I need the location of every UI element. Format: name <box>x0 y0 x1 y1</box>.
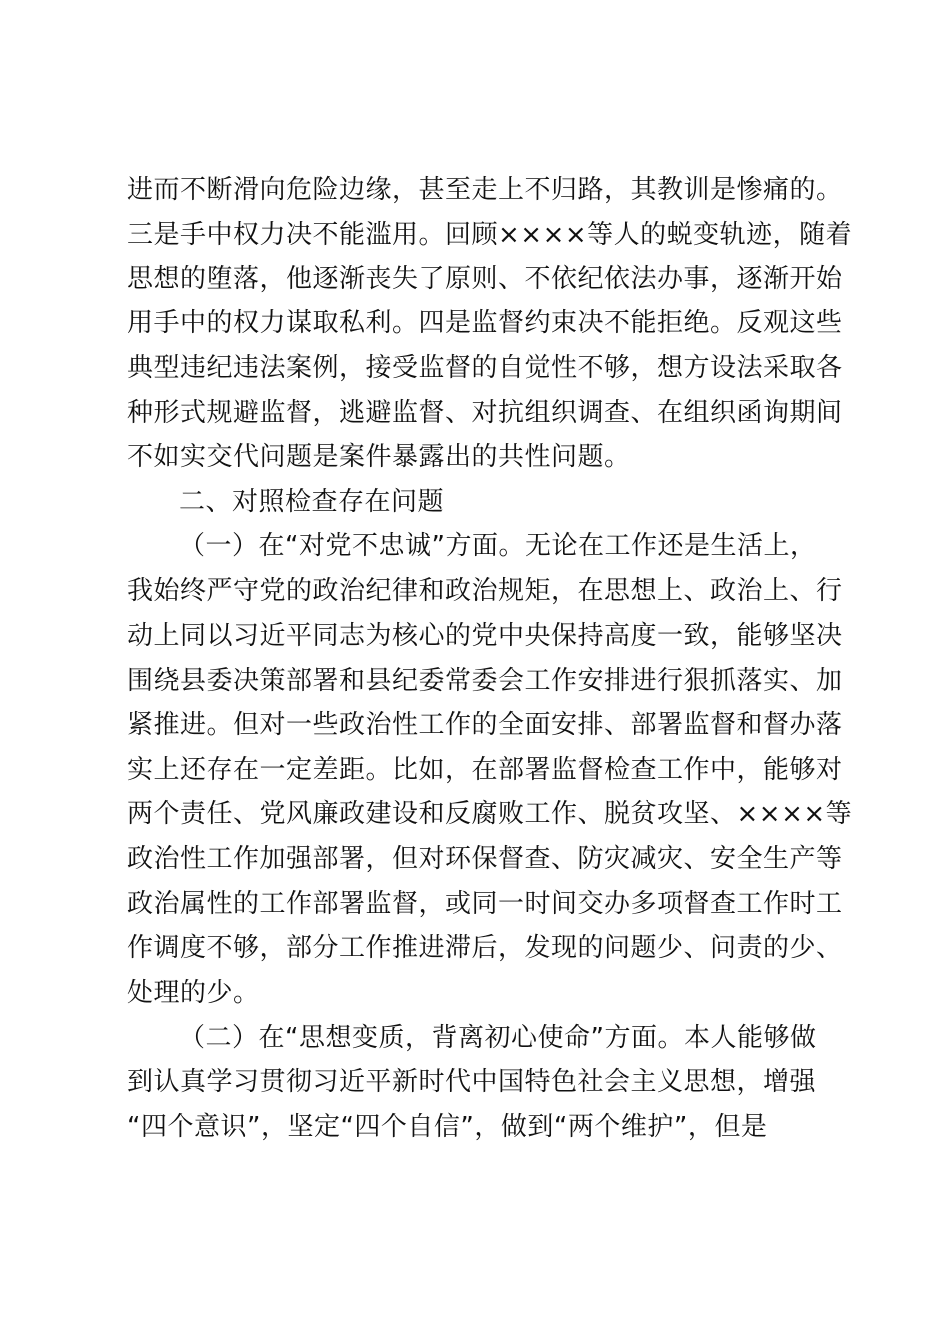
text-line: 思想的堕落，他逐渐丧失了原则、不依纪依法办事，逐渐开始 <box>127 264 843 294</box>
text-line: 政治属性的工作部署监督，或同一时间交办多项督查工作时工 <box>127 889 843 919</box>
paragraph-first-line: （一）在“对党不忠诚”方面。无论在工作还是生活上， <box>179 531 817 561</box>
text-line: 围绕县委决策部署和县纪委常委会工作安排进行狠抓落实、加 <box>127 666 843 696</box>
text-line: 三是手中权力决不能滥用。回顾××××等人的蜕变轨迹，随着 <box>127 220 853 250</box>
text-line: 种形式规避监督，逃避监督、对抗组织调查、在组织函询期间 <box>127 398 843 428</box>
text-line: “四个意识”，坚定“四个自信”，做到“两个维护”，但是 <box>127 1112 768 1142</box>
text-line: 实上还存在一定差距。比如，在部署监督检查工作中，能够对 <box>127 755 843 785</box>
text-line: 典型违纪违法案例，接受监督的自觉性不够，想方设法采取各 <box>127 353 843 383</box>
text-line: 紧推进。但对一些政治性工作的全面安排、部署监督和督办落 <box>127 710 843 740</box>
text-line: 作调度不够，部分工作推进滞后，发现的问题少、问责的少、 <box>127 933 843 963</box>
text-line: 两个责任、党风廉政建设和反腐败工作、脱贫攻坚、××××等 <box>127 799 853 829</box>
text-line: 进而不断滑向危险边缘，甚至走上不归路，其教训是惨痛的。 <box>127 175 843 205</box>
text-line: 到认真学习贯彻习近平新时代中国特色社会主义思想，增强 <box>127 1067 817 1097</box>
paragraph-first-line: （二）在“思想变质，背离初心使命”方面。本人能够做 <box>179 1023 817 1053</box>
text-line: 政治性工作加强部署，但对环保督查、防灾减灾、安全生产等 <box>127 844 843 874</box>
text-line: 我始终严守党的政治纪律和政治规矩，在思想上、政治上、行 <box>127 576 843 606</box>
text-line: 动上同以习近平同志为核心的党中央保持高度一致，能够坚决 <box>127 621 843 651</box>
text-line: 处理的少。 <box>127 978 260 1008</box>
text-line: 不如实交代问题是案件暴露出的共性问题。 <box>127 442 631 472</box>
section-heading: 二、对照检查存在问题 <box>179 487 445 517</box>
text-line: 用手中的权力谋取私利。四是监督约束决不能拒绝。反观这些 <box>127 308 843 338</box>
